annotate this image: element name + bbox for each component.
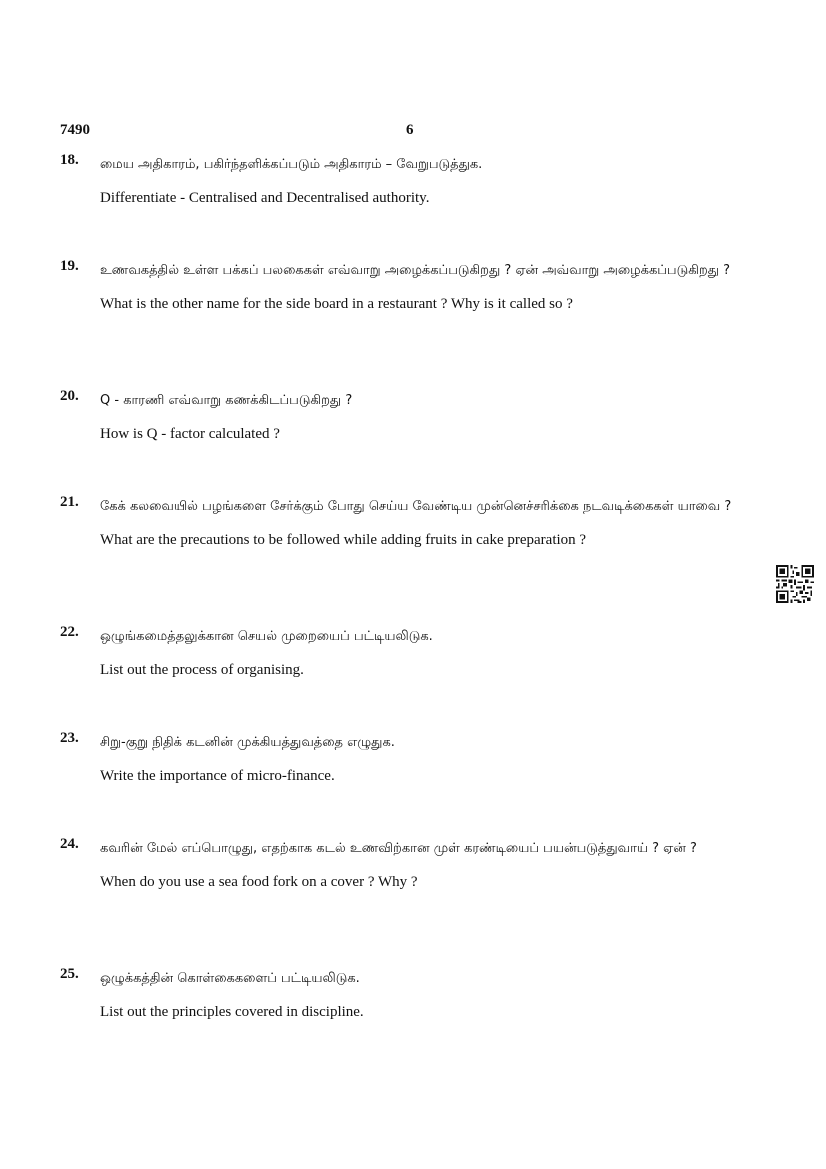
question-24: [60, 836, 732, 893]
question-19: [60, 258, 732, 315]
page-code: 7490: [60, 122, 90, 138]
question-text-tamil: ஒழுங்கமைத்தலுக்கான செயல் முறையைப் பட்டியலிடுக.: [100, 629, 433, 644]
question-number: 21.: [60, 494, 79, 510]
question-number: 22.: [60, 624, 79, 640]
question-text-tamil: மைய அதிகாரம், பகிர்ந்தளிக்கப்படும் அதிகாரம் – வேறுபடுத்துக.: [100, 157, 483, 172]
question-number: 18.: [60, 152, 79, 168]
question-20: [60, 388, 732, 445]
question-text-tamil: சிறு-குறு நிதிக் கடனின் முக்கியத்துவத்தை எழுதுக.: [100, 735, 395, 750]
question-21: [60, 494, 732, 551]
question-text-english: List out the principles covered in discipline.: [100, 1004, 364, 1020]
question-23: [60, 730, 732, 787]
question-18: [60, 152, 732, 209]
question-text-tamil: கேக் கலவையில் பழங்களை சேர்க்கும் போது செய்ய வேண்டிய முன்னெச்சரிக்கை நடவடிக்கைகள் யாவை ?: [100, 499, 732, 514]
question-text-english: How is Q - factor calculated ?: [100, 426, 280, 442]
question-text-english: What are the precautions to be followed while adding fruits in cake preparation ?: [100, 532, 587, 548]
question-number: 19.: [60, 258, 79, 274]
question-text-tamil: கவரின் மேல் எப்பொழுது, எதற்காக கடல் உணவிற்கான முள் கரண்டியைப் பயன்படுத்துவாய் ? ஏன் ?: [100, 841, 697, 856]
question-number: 20.: [60, 388, 79, 404]
question-25: [60, 966, 732, 1023]
qr-code-icon: [776, 565, 814, 603]
question-text-tamil: Q - காரணி எவ்வாறு கணக்கிடப்படுகிறது ?: [100, 393, 353, 408]
question-number: 23.: [60, 730, 79, 746]
question-number: 24.: [60, 836, 79, 852]
question-text-english: When do you use a sea food fork on a cover ? Why ?: [100, 874, 418, 890]
question-text-english: Write the importance of micro-finance.: [100, 768, 335, 784]
question-number: 25.: [60, 966, 79, 982]
question-text-tamil: ஒழுக்கத்தின் கொள்கைகளைப் பட்டியலிடுக.: [100, 971, 360, 986]
question-text-tamil: உணவகத்தில் உள்ள பக்கப் பலகைகள் எவ்வாறு அழைக்கப்படுகிறது ? ஏன் அவ்வாறு அழைக்கப்படுகிறது ?: [100, 263, 731, 278]
question-text-english: Differentiate - Centralised and Decentralised authority.: [100, 190, 430, 206]
page-number: 6: [406, 122, 414, 138]
question-text-english: List out the process of organising.: [100, 662, 304, 678]
question-22: [60, 624, 732, 681]
question-text-english: What is the other name for the side board in a restaurant ? Why is it called so ?: [100, 296, 573, 312]
